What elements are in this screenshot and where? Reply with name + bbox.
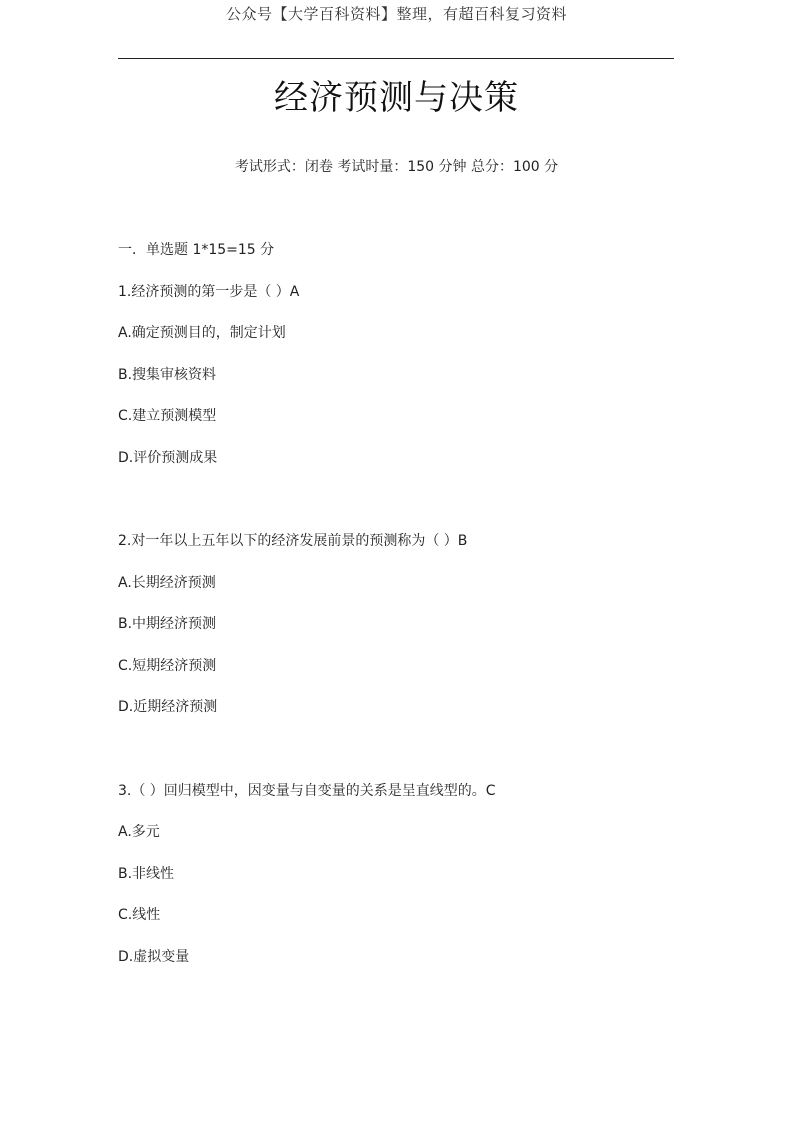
option-d: D.近期经济预测 — [118, 699, 218, 715]
option-b: B.非线性 — [118, 866, 175, 882]
question-stem: 1.经济预测的第一步是（ ）A — [118, 284, 300, 300]
option-b: B.中期经济预测 — [118, 616, 217, 632]
option-d: D.评价预测成果 — [118, 450, 218, 466]
option-c: C.线性 — [118, 907, 161, 923]
option-d: D.虚拟变量 — [118, 949, 190, 965]
option-a: A.长期经济预测 — [118, 575, 216, 591]
question-stem: 3.（ ）回归模型中，因变量与自变量的关系是呈直线型的。C — [118, 783, 496, 799]
section-heading: 一．单选题 1*15=15 分 — [118, 242, 275, 258]
question-stem: 2.对一年以上五年以下的经济发展前景的预测称为（ ）B — [118, 533, 468, 549]
option-c: C.短期经济预测 — [118, 658, 217, 674]
option-a: A.确定预测目的，制定计划 — [118, 325, 286, 341]
option-c: C.建立预测模型 — [118, 408, 217, 424]
option-a: A.多元 — [118, 824, 160, 840]
document-title: 经济预测与决策 — [274, 78, 519, 118]
header-divider — [118, 58, 674, 59]
exam-info: 考试形式：闭卷 考试时量：150 分钟 总分：100 分 — [234, 159, 559, 175]
header-note: 公众号【大学百科资料】整理，有超百科复习资料 — [225, 5, 567, 23]
option-b: B.搜集审核资料 — [118, 367, 217, 383]
